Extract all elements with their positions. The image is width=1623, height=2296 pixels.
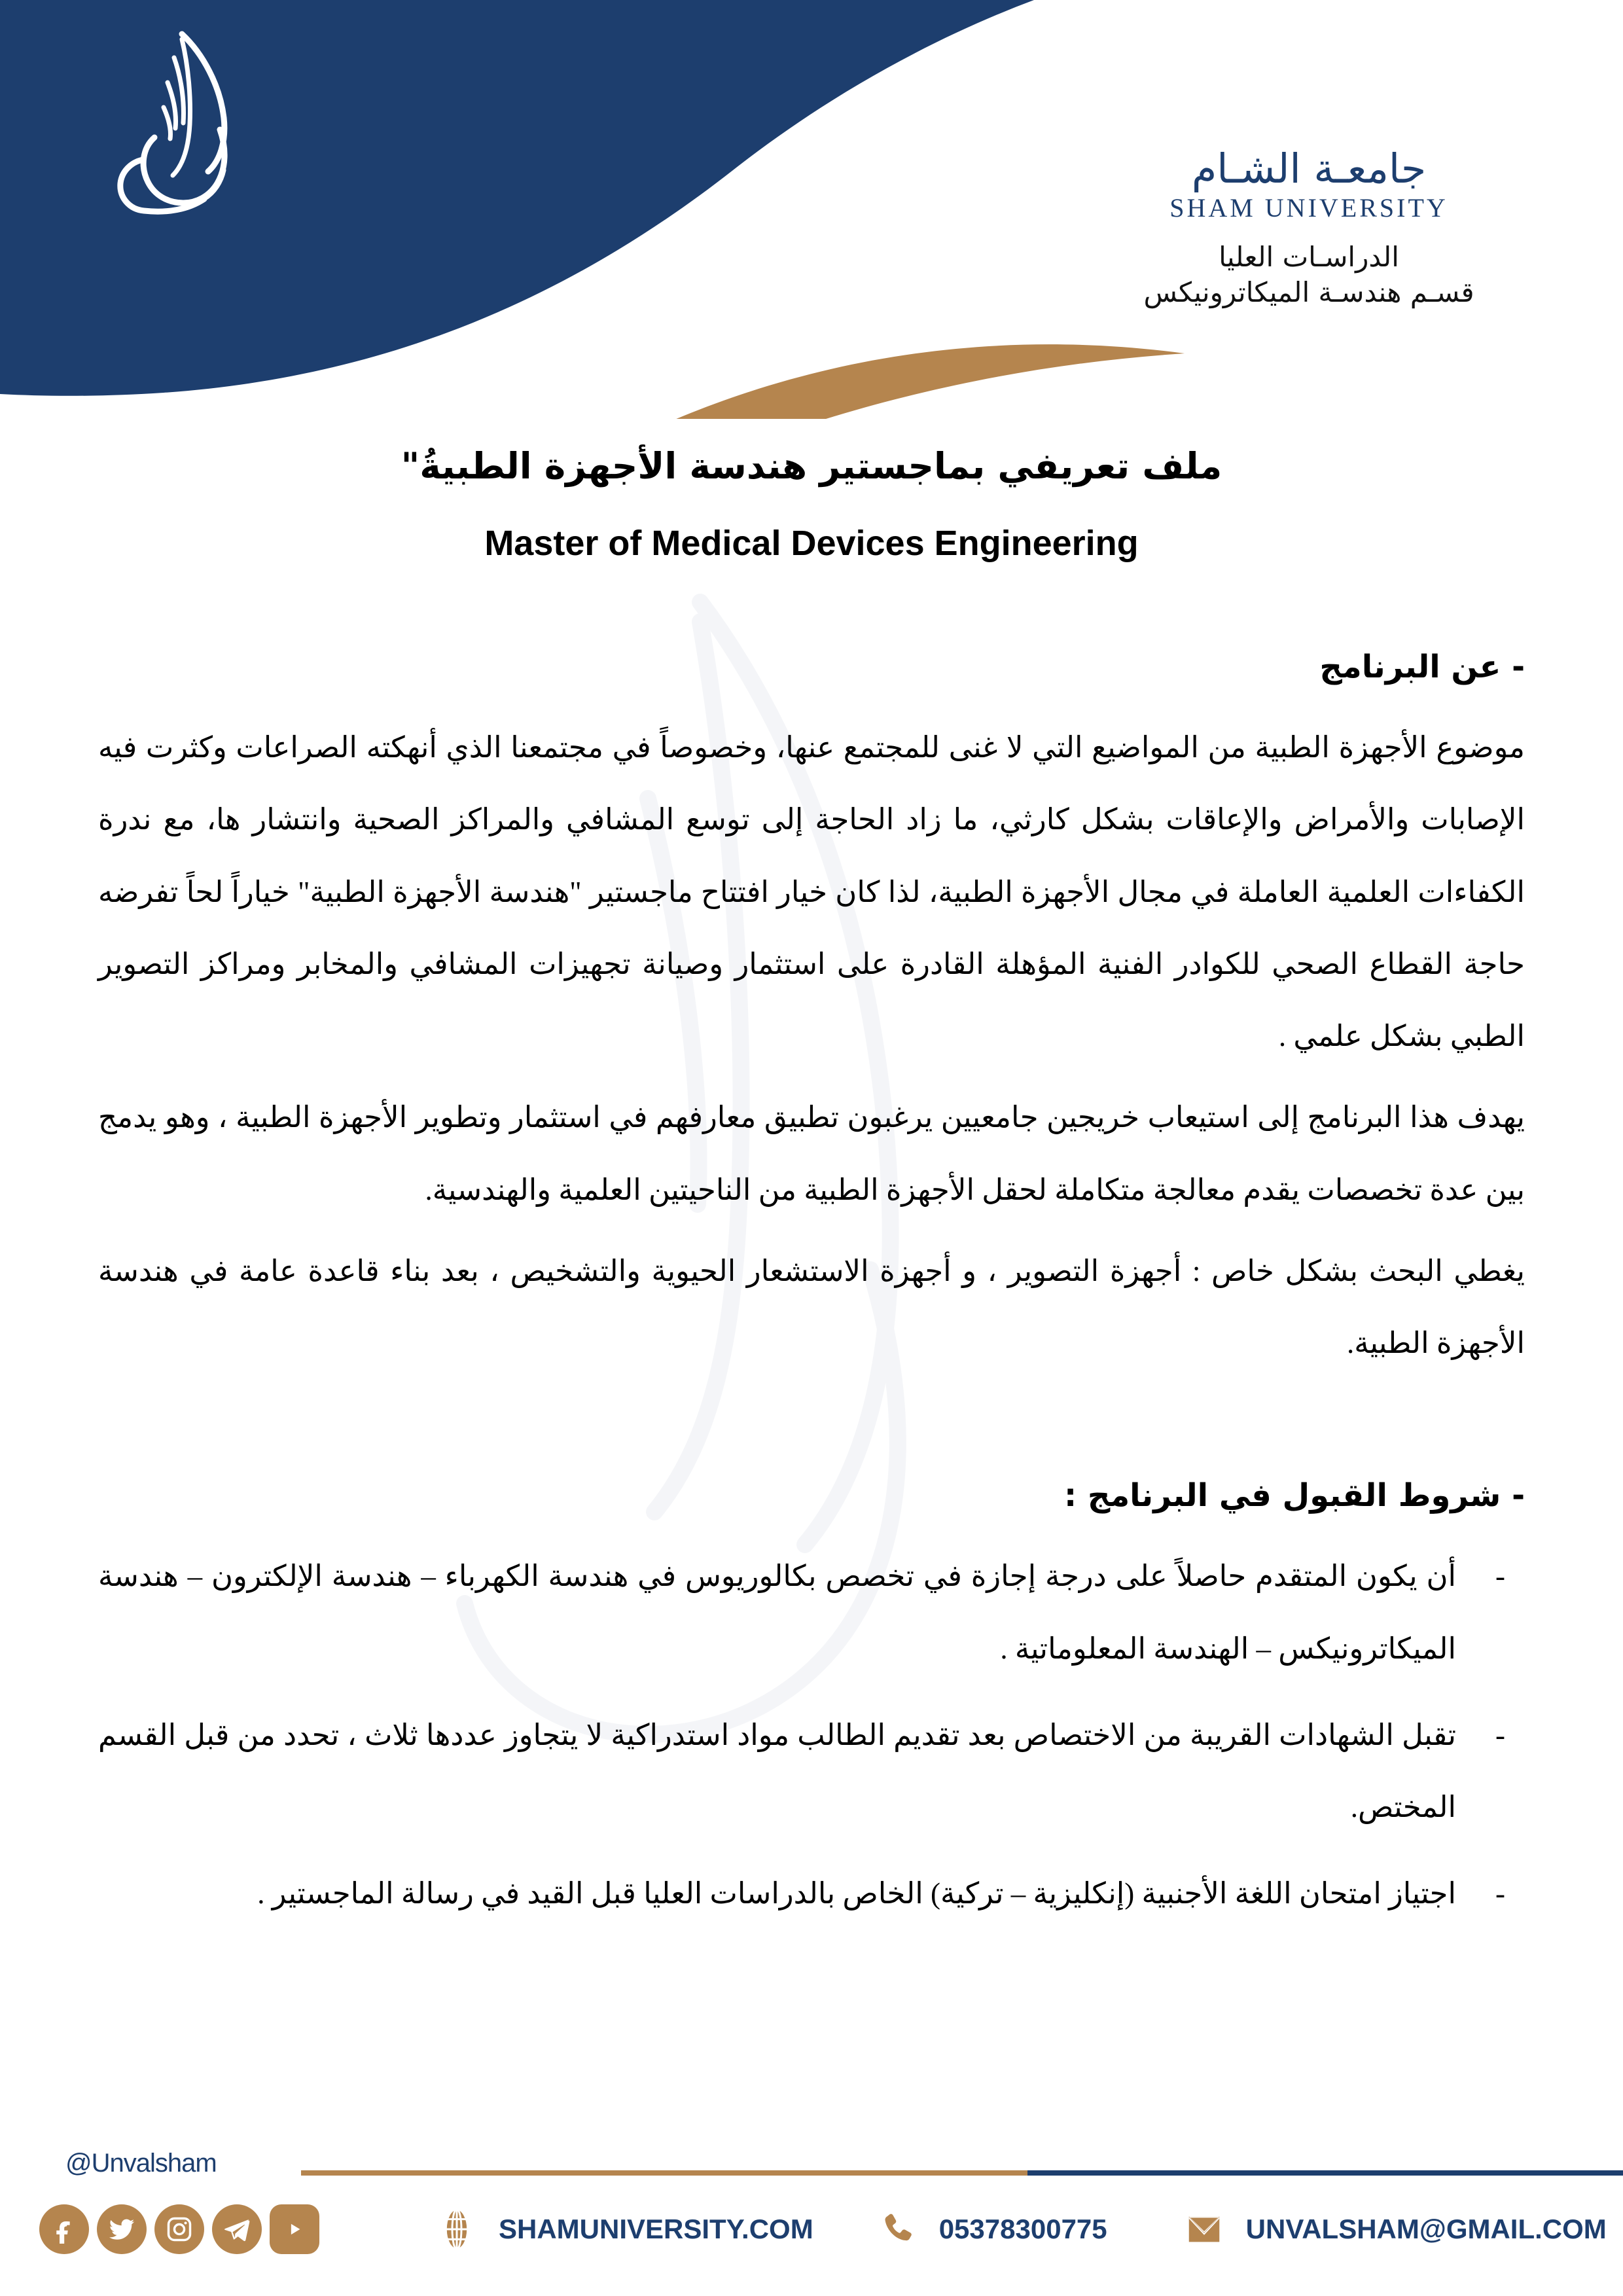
telegram-icon[interactable] bbox=[212, 2204, 262, 2254]
condition-item bbox=[98, 1699, 1525, 1844]
contact-info-row bbox=[432, 2204, 1607, 2254]
about-paragraph-3: يغطي البحث بشكل خاص : أجهزة التصوير ، و أجهزة الاستشعار الحيوية والتشخيص ، بعد بناء قاعدة عامة في هندسة الأجهزة الطبية. bbox=[98, 1254, 1525, 1359]
email-contact[interactable] bbox=[1179, 2204, 1607, 2254]
list-bullet-dash: - bbox=[1495, 1877, 1505, 1910]
footer-divider-navy bbox=[1027, 2170, 1623, 2176]
condition-item-text: اجتياز امتحان اللغة الأجنبية (إنكليزية – تركية) الخاص بالدراسات العليا قبل القيد في رسالة الماجستير . bbox=[257, 1877, 1456, 1910]
about-paragraph-1: موضوع الأجهزة الطبية من المواضيع التي لا غنى للمجتمع عنها، وخصوصاً في مجتمعنا الذي أنهكته الصراعات وكثرت فيه الإصابات والأمراض والإعاقات بشكل كارثي، ما زاد الحاجة إلى توسع المشافي والمراكز الصحية وانتشار ها، مع ندرة الكفاءات العلمية العاملة في مجال الأجهزة الطبية، لذا كان خيار افتتاح ماجستير "هندسة الأجهزة الطبية" خياراً لحاً تفرضه حاجة القطاع الصحي للكوادر الفنية المؤهلة القادرة على استثمار وصيانة تجهيزات المشافي والمخابر ومراكز التصوير الطبي بشكل علمي . bbox=[98, 731, 1525, 1052]
condition-item-text: تقبل الشهادات القريبة من الاختصاص بعد تقديم الطالب مواد استدراكية لا يتجاوز عددها ثلاث ، تحدد من قبل القسم المختص. bbox=[98, 1718, 1456, 1823]
conditions-list bbox=[98, 1540, 1525, 1929]
graduate-studies-label: الدراسـات العليا bbox=[1219, 241, 1399, 274]
facebook-icon[interactable] bbox=[39, 2204, 89, 2254]
list-bullet-dash: - bbox=[1495, 1560, 1505, 1593]
document-title-arabic: ملف تعريفي بماجستير هندسة الأجهزة الطبيةُ" bbox=[401, 445, 1222, 487]
university-name-arabic: جامعـة الشـام bbox=[1191, 145, 1427, 192]
condition-item bbox=[98, 1857, 1525, 1929]
document-body bbox=[0, 419, 1623, 1945]
section-heading-about: - عن البرنامج bbox=[1319, 649, 1525, 685]
list-bullet-dash: - bbox=[1495, 1718, 1505, 1751]
twitter-icon[interactable] bbox=[97, 2204, 147, 2254]
page-footer bbox=[0, 2139, 1623, 2296]
condition-item bbox=[98, 1540, 1525, 1685]
envelope-icon bbox=[1179, 2204, 1229, 2254]
section-heading-conditions: - شروط القبول في البرنامج : bbox=[1063, 1477, 1525, 1515]
document-title-english: Master of Medical Devices Engineering bbox=[484, 524, 1139, 563]
website-value: SHAMUNIVERSITY.COM bbox=[499, 2214, 813, 2244]
instagram-icon[interactable] bbox=[154, 2204, 204, 2254]
university-name-english: SHAM UNIVERSITY bbox=[1169, 193, 1448, 223]
youtube-icon[interactable] bbox=[270, 2204, 319, 2254]
condition-item-text: أن يكون المتقدم حاصلاً على درجة إجازة في تخصص بكالوريوس في هندسة الكهرباء – هندسة الإلكترون – هندسة الميكاترونيكس – الهندسة المعلوماتية . bbox=[98, 1560, 1456, 1665]
globe-icon bbox=[432, 2204, 482, 2254]
about-paragraph-2: يهدف هذا البرنامج إلى استيعاب خريجين جامعيين يرغبون تطبيق معارفهم في استثمار وتطوير الأجهزة الطبية ، وهو يدمج بين عدة تخصصات يقدم معالجة متكاملة لحقل الأجهزة الطبية من الناحيتين العلمية والهندسية. bbox=[98, 1101, 1525, 1206]
department-name-label: قسـم هندسـة الميكاترونيكس bbox=[1143, 276, 1474, 309]
social-links-row bbox=[39, 2204, 319, 2254]
section-admission-conditions bbox=[98, 1477, 1525, 1929]
social-handle-label: @Unvalsham bbox=[65, 2149, 217, 2178]
website-contact[interactable] bbox=[432, 2204, 813, 2254]
email-value: UNVALSHAM@GMAIL.COM bbox=[1245, 2214, 1607, 2244]
phone-icon bbox=[872, 2204, 922, 2254]
footer-divider-brown bbox=[301, 2170, 1027, 2176]
phone-contact[interactable] bbox=[872, 2204, 1107, 2254]
phone-value: 05378300775 bbox=[938, 2214, 1107, 2244]
section-about-program bbox=[98, 649, 1525, 1379]
header-identity-block bbox=[1041, 147, 1577, 309]
